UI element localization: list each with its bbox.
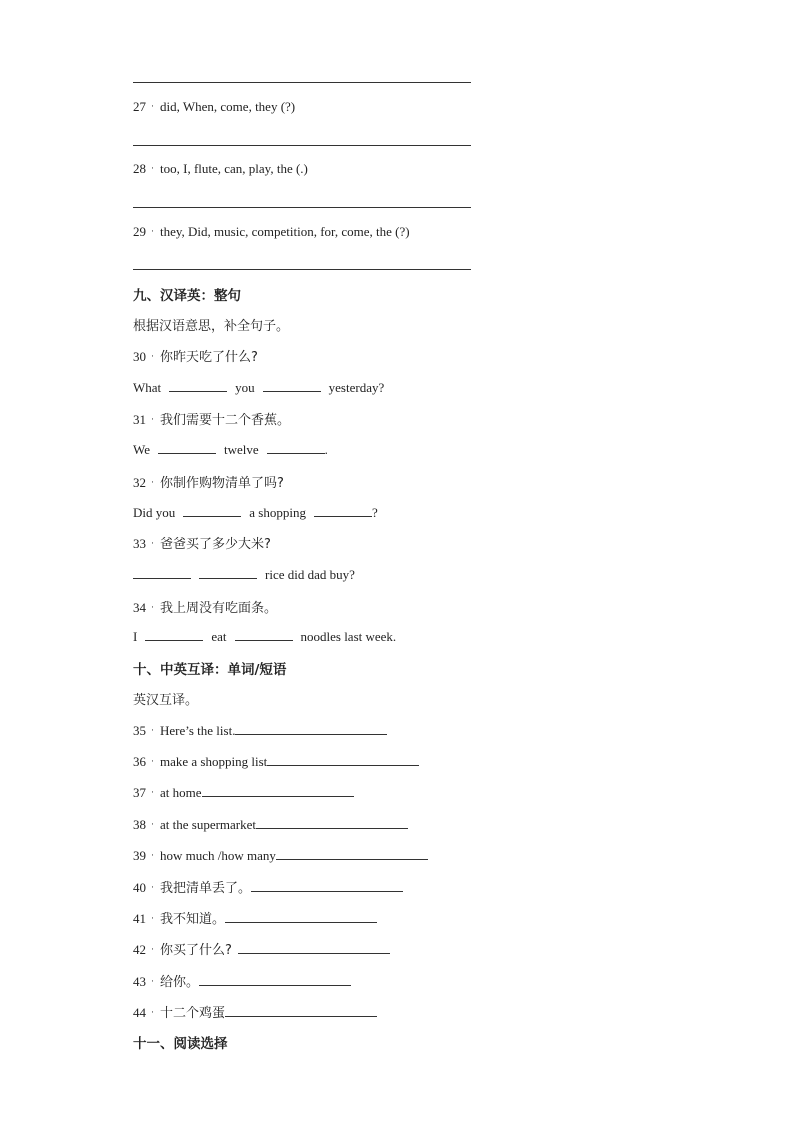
sentence-part: ? <box>371 505 378 520</box>
blank-input[interactable] <box>169 381 227 392</box>
sentence-part: What <box>133 380 162 395</box>
answer-34 <box>133 629 396 645</box>
answer-31 <box>133 442 328 458</box>
question-chinese: 我们需要十二个香蕉。 <box>160 413 291 428</box>
question-number: 34 <box>133 600 146 615</box>
question-33: 33 · 爸爸买了多少大米? <box>133 533 271 552</box>
question-number: 28 <box>133 161 146 176</box>
question-28: 28 · too, I, flute, can, play, the (.) <box>133 161 308 176</box>
answer-blank[interactable] <box>225 1005 377 1017</box>
answer-blank[interactable] <box>199 974 351 986</box>
question-number: 36 <box>133 754 146 769</box>
question-chinese: 你制作购物清单了吗? <box>160 476 284 491</box>
question-number: 35 <box>133 723 146 738</box>
question-text: 你买了什么? <box>160 943 232 958</box>
question-text: 我不知道。 <box>160 912 226 927</box>
question-number: 41 <box>133 911 146 926</box>
section-9-instruction: 根据汉语意思，补全句子。 <box>133 319 290 334</box>
answer-32 <box>133 505 378 521</box>
question-text: Here’s the list. <box>160 723 236 738</box>
question-number: 44 <box>133 1005 146 1020</box>
question-text: at home <box>160 785 202 800</box>
question-43: 43 · 给你。 <box>133 971 351 990</box>
question-text: how much /how many <box>160 848 276 863</box>
sentence-part: twelve <box>224 442 259 457</box>
blank-input[interactable] <box>145 630 203 641</box>
question-words: did, When, come, they (?) <box>160 99 296 114</box>
answer-line[interactable] <box>133 145 471 146</box>
question-30: 30 · 你昨天吃了什么? <box>133 346 258 365</box>
sentence-part: eat <box>211 629 227 644</box>
question-34: 34 · 我上周没有吃面条。 <box>133 597 277 616</box>
question-number: 27 <box>133 99 146 114</box>
blank-input[interactable] <box>199 568 257 579</box>
section-11-heading: 十一、阅读选择 <box>133 1036 228 1052</box>
blank-input[interactable] <box>158 443 216 454</box>
sentence-part: I <box>133 629 138 644</box>
question-text: 十二个鸡蛋 <box>160 1006 226 1021</box>
sentence-part: . <box>324 442 328 457</box>
answer-30 <box>133 380 384 396</box>
question-38: 38 · at the supermarket <box>133 817 408 833</box>
question-number: 38 <box>133 817 146 832</box>
sentence-part: rice did dad buy? <box>265 567 355 582</box>
question-number: 30 <box>133 349 146 364</box>
question-words: too, I, flute, can, play, the (.) <box>160 161 308 176</box>
answer-33 <box>133 567 355 583</box>
section-10-heading: 十、中英互译：单词/短语 <box>133 662 287 678</box>
question-text: 给你。 <box>160 975 200 990</box>
answer-blank[interactable] <box>238 942 390 954</box>
section-9-heading: 九、汉译英：整句 <box>133 288 241 304</box>
answer-blank[interactable] <box>202 785 354 797</box>
answer-blank[interactable] <box>225 911 377 923</box>
sentence-part: We <box>133 442 150 457</box>
question-chinese: 我上周没有吃面条。 <box>160 601 278 616</box>
answer-blank[interactable] <box>235 723 387 735</box>
question-29: 29 · they, Did, music, competition, for, come, the (?) <box>133 224 410 239</box>
question-31: 31 · 我们需要十二个香蕉。 <box>133 409 290 428</box>
answer-blank[interactable] <box>256 817 408 829</box>
question-44: 44 · 十二个鸡蛋 <box>133 1002 377 1021</box>
question-words: they, Did, music, competition, for, come, the (?) <box>160 224 410 239</box>
question-chinese: 爸爸买了多少大米? <box>160 537 271 552</box>
question-number: 42 <box>133 942 146 957</box>
answer-blank[interactable] <box>251 880 403 892</box>
blank-input[interactable] <box>314 506 372 517</box>
answer-line[interactable] <box>133 269 471 270</box>
sentence-part: you <box>235 380 255 395</box>
question-text: 我把清单丢了。 <box>160 881 252 896</box>
question-text: at the supermarket <box>160 817 257 832</box>
answer-blank[interactable] <box>276 848 428 860</box>
question-35: 35 · Here’s the list. <box>133 723 387 739</box>
blank-input[interactable] <box>235 630 293 641</box>
question-text: make a shopping list <box>160 754 268 769</box>
sentence-part: yesterday? <box>328 380 385 395</box>
sentence-part: noodles last week. <box>300 629 397 644</box>
question-40: 40 · 我把清单丢了。 <box>133 877 403 896</box>
blank-input[interactable] <box>133 568 191 579</box>
question-39: 39 · how much /how many <box>133 848 428 864</box>
question-chinese: 你昨天吃了什么? <box>160 350 258 365</box>
question-number: 31 <box>133 412 146 427</box>
question-number: 39 <box>133 848 146 863</box>
question-27: 27 · did, When, come, they (?) <box>133 99 296 114</box>
answer-line[interactable] <box>133 207 471 208</box>
sentence-part: a shopping <box>249 505 306 520</box>
question-number: 33 <box>133 536 146 551</box>
question-number: 43 <box>133 974 146 989</box>
question-41: 41 · 我不知道。 <box>133 908 377 927</box>
question-number: 37 <box>133 785 146 800</box>
answer-blank[interactable] <box>267 754 419 766</box>
question-36: 36 · make a shopping list <box>133 754 419 770</box>
question-number: 40 <box>133 880 146 895</box>
answer-line[interactable] <box>133 82 471 83</box>
question-37: 37 · at home <box>133 785 354 801</box>
question-number: 29 <box>133 224 146 239</box>
question-32: 32 · 你制作购物清单了吗? <box>133 472 284 491</box>
question-42: 42 · 你买了什么? <box>133 939 390 958</box>
blank-input[interactable] <box>263 381 321 392</box>
blank-input[interactable] <box>267 443 325 454</box>
blank-input[interactable] <box>183 506 241 517</box>
section-10-instruction: 英汉互译。 <box>133 693 199 708</box>
question-number: 32 <box>133 475 146 490</box>
sentence-part: Did you <box>133 505 176 520</box>
